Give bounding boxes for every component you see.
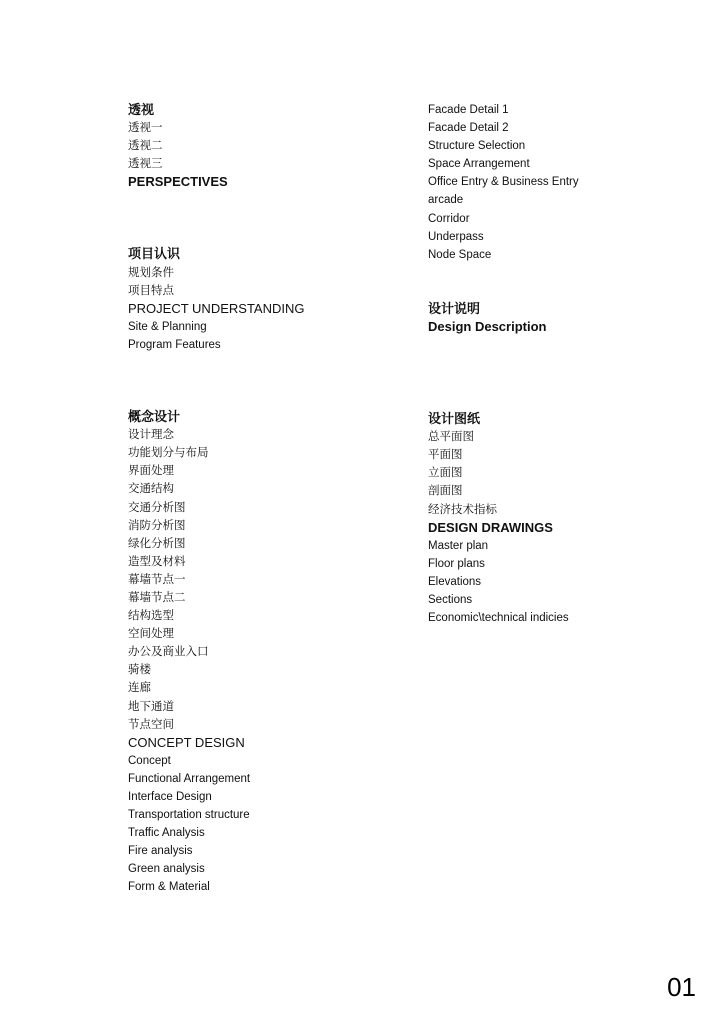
project-zh-title: 项目认识	[128, 246, 181, 262]
toc-item: Corridor	[428, 212, 470, 225]
spacer	[128, 191, 408, 245]
toc-item: Office Entry & Business Entry	[428, 176, 579, 189]
toc-item: arcade	[428, 194, 464, 207]
toc-item: 透视三	[128, 158, 163, 171]
toc-item: 交通结构	[128, 483, 174, 496]
toc-item: Facade Detail 2	[428, 122, 509, 135]
page-number: 01	[667, 972, 696, 1002]
toc-item: Underpass	[428, 230, 484, 243]
concept-section	[128, 408, 408, 897]
toc-item: 绿化分析图	[128, 537, 186, 550]
toc-item: 地下通道	[128, 700, 174, 713]
toc-item: 界面处理	[128, 465, 174, 478]
toc-item: Green analysis	[128, 863, 205, 876]
toc-item: 立面图	[428, 467, 463, 480]
toc-item: Fire analysis	[128, 845, 193, 858]
toc-item: 消防分析图	[128, 519, 186, 532]
design-drawings-zh-title: 设计图纸	[428, 411, 481, 427]
toc-item: Floor plans	[428, 557, 485, 570]
toc-item: 总平面图	[428, 431, 474, 444]
toc-item: Economic\technical indicies	[428, 612, 569, 625]
toc-item: Facade Detail 1	[428, 104, 509, 116]
spacer	[128, 354, 408, 408]
toc-item: 透视二	[128, 140, 163, 153]
project-en-title: PROJECT UNDERSTANDING	[128, 300, 305, 316]
design-drawings-en-title: DESIGN DRAWINGS	[428, 519, 553, 535]
toc-item: Concept	[128, 754, 171, 767]
toc-item: Elevations	[428, 575, 482, 588]
toc-item: 功能划分与布局	[128, 447, 209, 460]
spacer	[428, 336, 708, 410]
concept-en-title: CONCEPT DESIGN	[128, 734, 245, 750]
toc-item: Sections	[428, 593, 473, 606]
toc-item: Traffic Analysis	[128, 827, 205, 840]
toc-item: Space Arrangement	[428, 158, 530, 171]
toc-item: 经济技术指标	[428, 503, 497, 516]
toc-item: 项目特点	[128, 284, 174, 297]
toc-item: 交通分析图	[128, 501, 186, 514]
toc-item: 办公及商业入口	[128, 646, 209, 659]
spacer	[428, 264, 708, 300]
perspectives-en-title: PERSPECTIVES	[128, 174, 228, 190]
toc-item: 剖面图	[428, 485, 463, 498]
project-section	[128, 245, 408, 354]
toc-item: 连廊	[128, 682, 151, 695]
design-description-en-title: Design Description	[428, 318, 547, 334]
toc-item: Site & Planning	[128, 320, 207, 333]
concept-continued-section	[428, 101, 708, 264]
toc-item: Program Features	[128, 338, 221, 351]
toc-item: 透视一	[128, 122, 163, 135]
toc-item: Master plan	[428, 539, 489, 552]
toc-item: 设计理念	[128, 429, 174, 442]
toc-item: 空间处理	[128, 628, 174, 641]
toc-item: 造型及材料	[128, 555, 186, 568]
concept-zh-title: 概念设计	[128, 409, 181, 425]
toc-item: 结构选型	[128, 610, 174, 623]
toc-item: 幕墙节点一	[128, 573, 186, 586]
design-description-zh-title: 设计说明	[428, 300, 481, 316]
toc-item: Functional Arrangement	[128, 772, 251, 785]
toc-item: Node Space	[428, 248, 492, 261]
toc-item: Form & Material	[128, 881, 210, 894]
toc-item: Interface Design	[128, 791, 212, 803]
perspectives-section	[128, 101, 408, 191]
toc-item: 规划条件	[128, 266, 174, 279]
design-drawings-section	[428, 410, 708, 627]
toc-item: 骑楼	[128, 664, 151, 677]
toc-item: 节点空间	[128, 718, 174, 731]
toc-item: 幕墙节点二	[128, 591, 186, 604]
toc-item: Transportation structure	[128, 809, 250, 822]
design-description-section	[428, 300, 708, 336]
toc-item: 平面图	[428, 449, 463, 462]
left-column	[128, 101, 408, 897]
right-column	[428, 101, 708, 627]
perspectives-zh-title: 透视	[128, 102, 155, 117]
toc-item: Structure Selection	[428, 140, 526, 153]
